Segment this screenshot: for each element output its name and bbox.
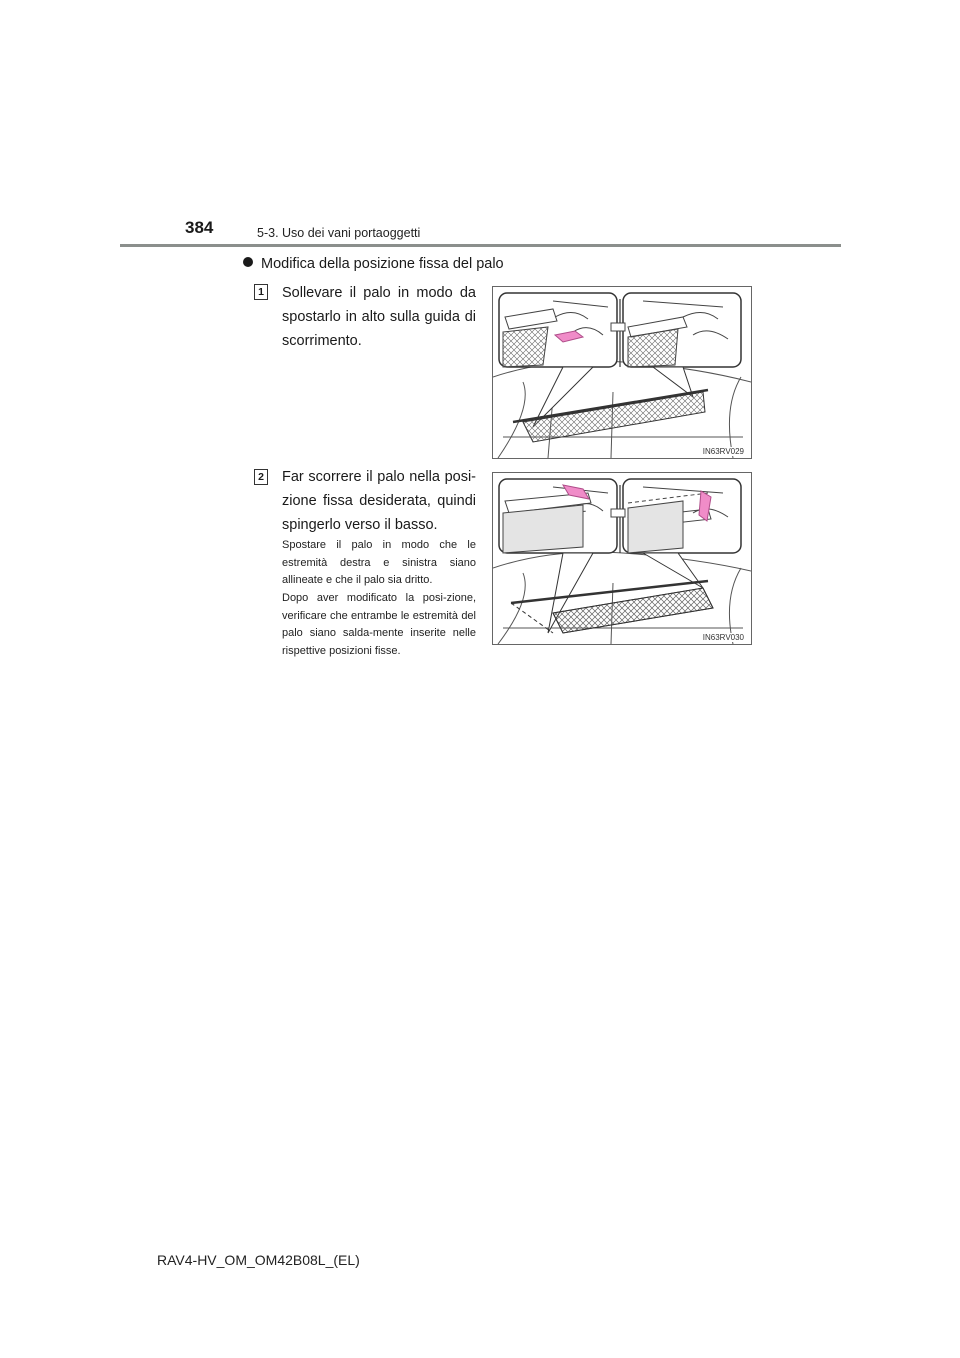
step-2-note: Spostare il palo in modo che le estremità destra e sinistra siano allineate e che il palo sia dritto.	[282, 539, 476, 586]
step-2-note-2: Dopo aver modificato la posi-zione, verificare che entrambe le estremità del palo siano salda-mente inserite nelle rispettive posizioni fisse.	[282, 592, 476, 657]
page-number: 384	[185, 218, 214, 237]
header-divider	[120, 244, 841, 247]
illustration-1-code: IN63RV029	[702, 447, 744, 456]
cargo-net-pole-slide-illustration	[493, 473, 751, 644]
footer-doc-code: RAV4-HV_OM_OM42B08L_(EL)	[157, 1252, 360, 1268]
step-2-text: Far scorrere il palo nella posi-zione fissa desiderata, quindi spingerlo verso il basso.	[282, 469, 476, 533]
cargo-net-pole-lift-illustration	[493, 287, 751, 458]
bullet-heading-text: Modifica della posizione fissa del palo	[261, 256, 504, 272]
illustration-2	[492, 472, 752, 645]
illustration-1	[492, 286, 752, 459]
step-1-number: 1	[254, 284, 268, 300]
section-title: 5-3. Uso dei vani portaoggetti	[257, 226, 421, 240]
bullet-heading	[243, 256, 504, 272]
illustration-2-code: IN63RV030	[702, 633, 744, 642]
step-2-number: 2	[254, 469, 268, 485]
bullet-icon	[243, 257, 253, 267]
step-1-text: Sollevare il palo in modo da spostarlo in alto sulla guida di scorrimento.	[282, 285, 476, 349]
